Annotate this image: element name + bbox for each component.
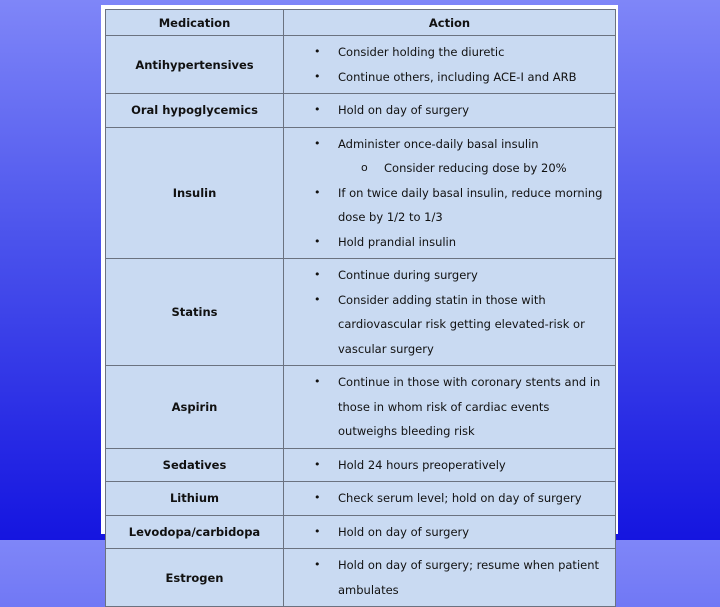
action-text: If on twice daily basal insulin, reduce morning dose by 1/2 to 1/3 — [338, 185, 603, 224]
action-item — [284, 486, 615, 511]
action-text: Hold on day of surgery — [338, 103, 470, 117]
action-cell — [284, 366, 616, 449]
action-list — [284, 482, 615, 515]
action-text: Administer once-daily basal insulin — [338, 136, 539, 151]
action-text: Continue during surgery — [338, 268, 478, 282]
table-row — [106, 366, 616, 449]
action-list — [284, 36, 615, 93]
action-item — [284, 98, 615, 123]
action-text: Check serum level; hold on day of surgery — [338, 491, 582, 505]
action-list — [284, 549, 615, 606]
medication-name: Estrogen — [106, 549, 284, 607]
table-body — [106, 36, 616, 607]
sub-bullet-icon: o — [361, 161, 368, 174]
action-list — [284, 94, 615, 127]
action-text: Hold on day of surgery; resume when patient ambulates — [338, 558, 600, 597]
bullet-icon: • — [314, 292, 321, 306]
bullet-icon: • — [314, 234, 321, 248]
action-text: Consider holding the diuretic — [338, 45, 505, 59]
action-list — [284, 449, 615, 482]
table-row — [106, 259, 616, 366]
bullet-icon: • — [314, 185, 321, 199]
action-text: Consider adding statin in those with cardiovascular risk getting elevated-risk or vascular surgery — [338, 292, 585, 356]
medication-name: Oral hypoglycemics — [106, 94, 284, 128]
action-item — [284, 520, 615, 545]
medication-name: Antihypertensives — [106, 36, 284, 94]
action-cell — [284, 448, 616, 482]
table-row — [106, 482, 616, 516]
slide-frame — [101, 5, 618, 597]
action-text: Continue others, including ACE-I and ARB — [338, 69, 577, 84]
medication-name: Insulin — [106, 127, 284, 259]
table-row — [106, 94, 616, 128]
action-cell — [284, 94, 616, 128]
action-item — [284, 453, 615, 478]
action-cell — [284, 36, 616, 94]
bullet-icon: • — [314, 268, 321, 281]
header-action: Action — [284, 10, 616, 36]
action-text: Hold prandial insulin — [338, 234, 457, 249]
action-text: Hold on day of surgery — [338, 524, 470, 539]
action-list — [284, 516, 615, 549]
medication-table — [105, 9, 616, 607]
action-item — [284, 181, 615, 230]
bullet-icon: • — [314, 103, 321, 116]
action-item — [284, 288, 615, 362]
bullet-icon: • — [314, 491, 321, 504]
action-text: Hold 24 hours preoperatively — [338, 457, 506, 472]
action-cell — [284, 127, 616, 259]
action-item — [284, 553, 615, 602]
action-item — [284, 370, 615, 444]
medication-name: Lithium — [106, 482, 284, 516]
bullet-icon: • — [314, 45, 321, 58]
action-cell — [284, 515, 616, 549]
bullet-icon: • — [314, 457, 321, 471]
action-item — [284, 132, 615, 157]
table-row — [106, 36, 616, 94]
action-subitem — [284, 156, 615, 181]
bullet-icon: • — [314, 136, 321, 150]
action-cell — [284, 549, 616, 607]
action-item — [284, 40, 615, 65]
action-text: Consider reducing dose by 20% — [384, 161, 567, 175]
action-item — [284, 230, 615, 255]
action-list — [284, 366, 615, 448]
action-cell — [284, 259, 616, 366]
bullet-icon: • — [314, 69, 321, 83]
table-header-row — [106, 10, 616, 36]
action-item — [284, 65, 615, 90]
medication-name: Statins — [106, 259, 284, 366]
action-text: Continue in those with coronary stents and in those in whom risk of cardiac events outweighs bleeding risk — [338, 375, 601, 438]
bullet-icon: • — [314, 524, 321, 538]
table-row — [106, 127, 616, 259]
header-medication: Medication — [106, 10, 284, 36]
table-row — [106, 448, 616, 482]
table-row — [106, 515, 616, 549]
medication-name: Levodopa/carbidopa — [106, 515, 284, 549]
bullet-icon: • — [314, 558, 321, 571]
medication-name: Aspirin — [106, 366, 284, 449]
bullet-icon: • — [314, 375, 321, 388]
action-cell — [284, 482, 616, 516]
action-item — [284, 263, 615, 288]
table-row — [106, 549, 616, 607]
medication-name: Sedatives — [106, 448, 284, 482]
action-list — [284, 128, 615, 259]
action-list — [284, 259, 615, 365]
